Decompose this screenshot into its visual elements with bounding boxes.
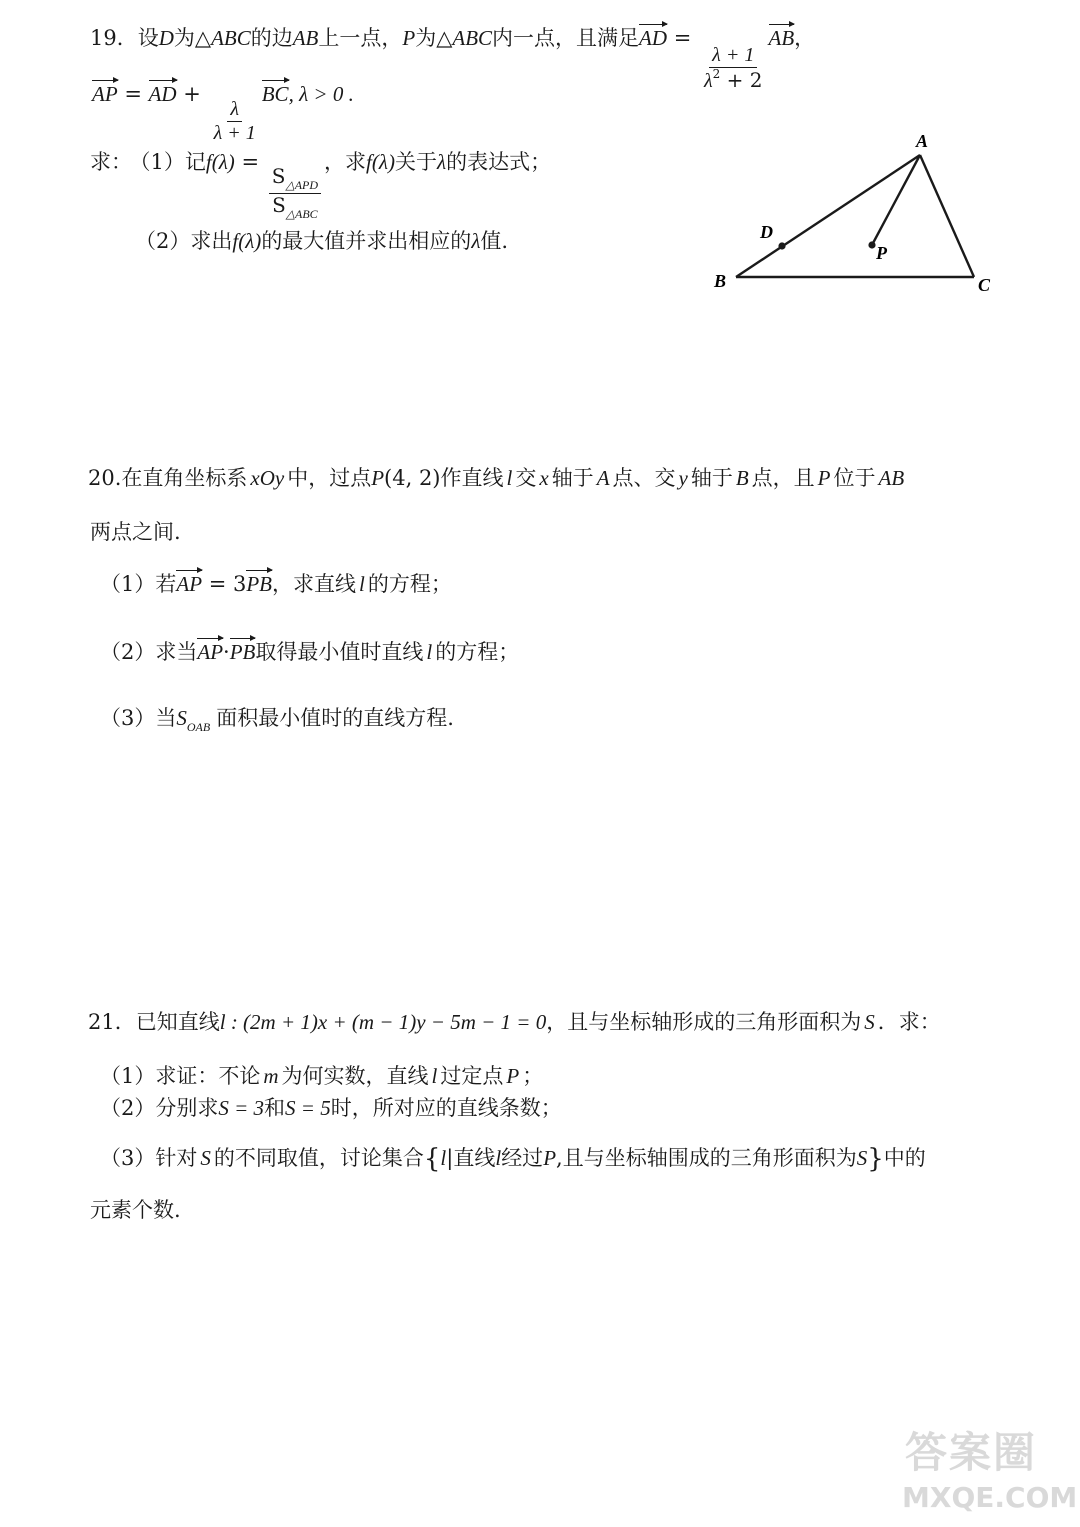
- fraction-lambda: [701, 44, 766, 93]
- vector-ap: AP: [176, 572, 203, 596]
- side-ac: [920, 155, 974, 277]
- q19-part1: [90, 152, 551, 222]
- q21-part1: [100, 1066, 543, 1087]
- area-s: S: [856, 1146, 868, 1170]
- func-f: f: [232, 229, 239, 253]
- label-d: D: [760, 222, 773, 242]
- vector-ad: AD: [639, 26, 668, 50]
- ask-label: 求：: [90, 150, 132, 174]
- q21-line-end: [90, 1200, 181, 1221]
- var-y: y: [678, 466, 688, 490]
- var-p: P: [506, 1064, 520, 1088]
- q21-text: 已知直线: [135, 1010, 220, 1034]
- var-l: l: [495, 1146, 502, 1170]
- var-b: B: [735, 466, 749, 490]
- watermark-bottom-text: MXQE.COM: [902, 1481, 1078, 1514]
- part-label: （1）若: [100, 572, 177, 596]
- var-a: A: [596, 466, 610, 490]
- q20-text: 在直角坐标系: [121, 466, 248, 490]
- q21-text: 时，所对应的直线条数；: [330, 1096, 562, 1120]
- fraction-denominator: λ: [704, 70, 713, 92]
- q21-text: 和: [264, 1096, 286, 1120]
- q20-text: 取得最小值时直线: [255, 640, 424, 664]
- var-p: P: [543, 1146, 557, 1170]
- triangle-figure: [700, 125, 1020, 305]
- vector-ad: AD: [148, 82, 177, 106]
- q19-text: 为△: [173, 26, 212, 50]
- q20-text: 位于: [833, 466, 876, 490]
- vector-ab: AB: [768, 26, 795, 50]
- q20-text: 中，过点: [287, 466, 372, 490]
- subscript-apd: △APD: [285, 178, 319, 192]
- q20-text: 的方程；: [435, 640, 520, 664]
- q21-text: 中的: [883, 1146, 926, 1170]
- label-p: P: [876, 243, 887, 263]
- q20-part2: [100, 642, 519, 663]
- q21-text: ，且与坐标轴形成的三角形面积为: [546, 1010, 862, 1034]
- q19-text: 的表达式；: [446, 150, 552, 174]
- q21-line1: [88, 1012, 941, 1033]
- point-coords: (4, 2): [384, 466, 441, 490]
- q21-text: 过定点: [440, 1064, 504, 1088]
- vector-ap: AP: [197, 640, 224, 664]
- var-p: P: [371, 466, 385, 490]
- fraction-denominator-tail: + 2: [720, 68, 763, 92]
- q21-text: ．求：: [877, 1010, 941, 1034]
- func-arg: (λ): [371, 150, 395, 174]
- var-l: l: [506, 466, 513, 490]
- q20-text: 点，且: [751, 466, 815, 490]
- vector-ap: AP: [92, 82, 118, 106]
- part-label: （2）分别求: [100, 1096, 219, 1120]
- q20-part3: [100, 708, 454, 733]
- point-p: [868, 241, 875, 248]
- fraction-numerator: λ + 1: [709, 44, 757, 68]
- set-bar: |: [446, 1146, 454, 1170]
- q19-part2: [135, 231, 508, 252]
- q20-text: 两点之间.: [90, 520, 181, 544]
- label-b: B: [714, 271, 727, 291]
- set-text: 直线: [453, 1146, 496, 1170]
- var-xoy: xOy: [250, 466, 285, 490]
- q19-text: 值.: [480, 229, 509, 253]
- q20-text: 轴于: [690, 466, 733, 490]
- q19-var-abc: ABC: [452, 26, 493, 50]
- func-arg: (λ): [238, 229, 262, 253]
- q20-line2: [90, 522, 181, 543]
- lambda: λ: [471, 229, 481, 253]
- q20-text: 的方程；: [367, 572, 452, 596]
- area-s: S: [176, 706, 187, 730]
- lambda-condition: , λ > 0 .: [288, 82, 354, 106]
- segment-ap: [872, 155, 920, 245]
- q20-text: 交: [515, 466, 537, 490]
- vector-bc: BC: [261, 82, 289, 106]
- q19-var-d: D: [158, 26, 174, 50]
- func-f: f: [366, 150, 372, 174]
- q20-text: 作直线: [440, 466, 504, 490]
- dot-operator: ·: [223, 640, 230, 664]
- part-label: （3）针对: [100, 1146, 198, 1170]
- q21-text: 元素个数.: [90, 1198, 181, 1222]
- q19-equals: =: [117, 82, 149, 106]
- lambda: λ: [436, 150, 447, 174]
- subscript-oab: OAB: [186, 720, 211, 734]
- area-s: S: [864, 1010, 875, 1034]
- var-l: l: [440, 1146, 447, 1170]
- var-p: P: [817, 466, 831, 490]
- vector-pb: PB: [246, 572, 272, 596]
- set-brace-right: }: [867, 1144, 884, 1174]
- q20-number: 20.: [88, 466, 122, 490]
- q19-equals: =: [667, 26, 698, 50]
- q21-part3: [100, 1146, 926, 1172]
- fraction-numerator: λ: [227, 98, 242, 122]
- var-ab: AB: [878, 466, 905, 490]
- q21-part2: [100, 1098, 562, 1119]
- q19-line2: [92, 84, 354, 145]
- watermark-top-text: 答案圈: [905, 1428, 1038, 1477]
- q19-var-ab: AB: [292, 26, 319, 50]
- part-label: （2）求出: [135, 229, 233, 253]
- var-x: x: [539, 466, 549, 490]
- q19-text: ，求: [324, 150, 367, 174]
- s-equals-3: S = 3: [218, 1096, 265, 1120]
- func-f: f: [205, 150, 212, 174]
- label-a: A: [916, 131, 929, 151]
- fraction-lambda-over: [211, 98, 259, 145]
- area-s: S: [271, 164, 286, 188]
- part-label: （3）当: [100, 706, 177, 730]
- exponent: 2: [712, 67, 721, 81]
- q19-equals: =: [234, 150, 266, 174]
- q19-text: 设: [137, 26, 159, 50]
- var-l: l: [359, 572, 365, 596]
- q21-text: 的不同取值，讨论集合: [213, 1146, 424, 1170]
- q19-var-p: P: [402, 26, 416, 50]
- watermark-logo: [905, 1428, 1038, 1477]
- q20-text: 面积最小值时的直线方程.: [216, 706, 454, 730]
- set-text: 经过: [501, 1146, 544, 1170]
- q20-text: ，求直线: [272, 572, 356, 596]
- var-l: l: [431, 1064, 438, 1088]
- q21-text: 为何实数，直线: [281, 1064, 429, 1088]
- q19-text: 的边: [250, 26, 293, 50]
- q19-var-abc: ABC: [211, 26, 251, 50]
- vector-pb: PB: [229, 640, 256, 664]
- q19-plus: +: [176, 82, 208, 106]
- s-equals-5: S = 5: [285, 1096, 331, 1120]
- watermark-url: [902, 1481, 1078, 1514]
- q21-number: 21．: [88, 1010, 136, 1034]
- set-brace-left: {: [423, 1144, 441, 1174]
- q19-text: 内一点，且满足: [492, 26, 640, 50]
- q20-part1: [100, 574, 452, 595]
- q19-comma: ，: [794, 26, 816, 50]
- set-text: ,且与坐标轴围成的三角形面积为: [556, 1146, 857, 1170]
- q19-text: 上一点，: [318, 26, 403, 50]
- area-s: S: [200, 1146, 211, 1170]
- q20-text: 轴于: [551, 466, 594, 490]
- equals-three: = 3: [202, 572, 247, 596]
- q19-number: 19．: [90, 26, 138, 50]
- q19-text: 关于: [394, 150, 437, 174]
- point-d: [778, 242, 785, 249]
- part-label: （2）求当: [100, 640, 198, 664]
- var-m: m: [263, 1064, 279, 1088]
- q19-text: 为△: [415, 26, 453, 50]
- line-equation: l : (2m + 1)x + (m − 1)y − 5m − 1 = 0: [219, 1010, 547, 1034]
- q21-text: ；: [522, 1064, 544, 1088]
- var-l: l: [426, 640, 433, 664]
- part-label: （1）记: [140, 150, 206, 174]
- func-arg: (λ): [211, 150, 235, 174]
- q20-line1: [88, 468, 904, 489]
- q19-text: 的最大值并求出相应的: [261, 229, 472, 253]
- fraction-area-ratio: [269, 165, 321, 222]
- q20-text: 点、交: [612, 466, 676, 490]
- area-s: S: [272, 192, 286, 217]
- subscript-abc: △ABC: [285, 206, 318, 221]
- label-c: C: [978, 275, 991, 295]
- part-label: （1）求证：不论: [100, 1064, 261, 1088]
- side-ab: [736, 155, 920, 277]
- fraction-denominator: λ + 1: [213, 122, 256, 144]
